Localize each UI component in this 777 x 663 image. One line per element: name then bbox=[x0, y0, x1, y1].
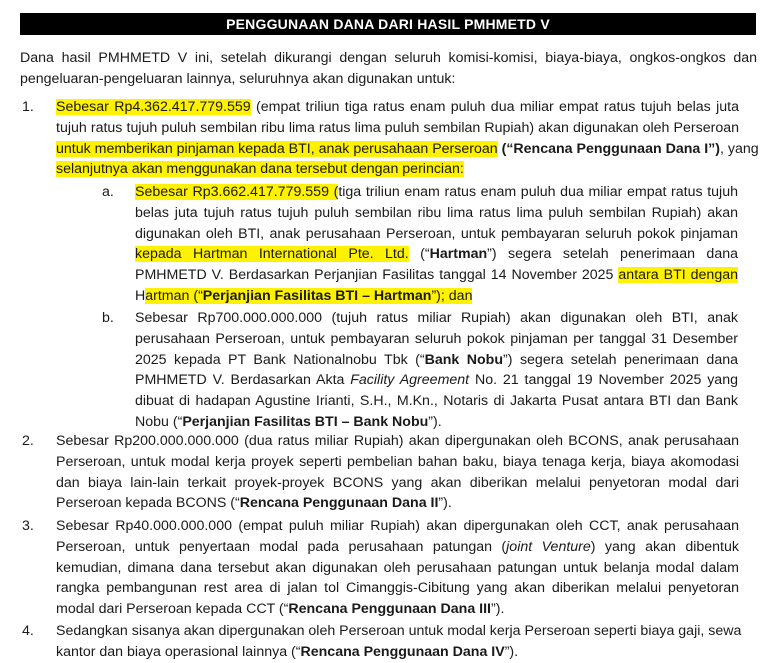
text: PMHMETD V. Berdasarkan Perjanjian Fasilitas tanggal 14 November 2025 bbox=[135, 267, 619, 284]
bold-term: (“Rencana Penggunaan Dana I”) bbox=[497, 140, 720, 157]
list-item-1 bbox=[56, 97, 759, 180]
bold-term: Perjanjian Fasilitas BTI – Bank Nobu bbox=[182, 413, 429, 430]
item-number: 4. bbox=[22, 623, 34, 639]
item-line bbox=[56, 493, 739, 514]
item-line: Sedangkan sisanya akan dipergunakan oleh Perseroan untuk modal kerja Perseroan seperti biaya gaji, sewa bbox=[56, 623, 742, 639]
text: modal dari Perseroan kepada CCT (“ bbox=[56, 601, 289, 618]
highlight: kepada Hartman International Pte. Ltd. bbox=[135, 246, 409, 263]
intro-line: Dana hasil PMHMETD V ini, setelah dikurangi dengan seluruh komisi-komisi, biaya-biaya, ongkos-ongkos dan bbox=[20, 50, 757, 66]
item-line bbox=[56, 97, 739, 118]
list-item-2 bbox=[56, 431, 739, 514]
subitem-line bbox=[135, 182, 738, 203]
subitem-line: dibuat di hadapan Agustine Irianti, S.H., M.Kn., Notaris di Jakarta Pusat antara BTI dan Bank bbox=[135, 393, 738, 410]
text: PMHMETD V. Berdasarkan Akta bbox=[135, 372, 351, 389]
text: tiga triliun enam ratus enam puluh dua miliar empat ratus tujuh bbox=[338, 184, 738, 200]
text: ”) segera setelah penerimaan dana bbox=[503, 351, 738, 368]
bold-term: Rencana Penggunaan Dana II bbox=[239, 495, 439, 512]
bold-term: Perjanjian Fasilitas BTI – Hartman bbox=[202, 287, 432, 304]
list-item-3 bbox=[56, 516, 739, 620]
text: ”). bbox=[504, 643, 519, 660]
italic-term: joint Venture bbox=[506, 538, 591, 555]
subitem-line bbox=[135, 350, 738, 371]
item-line: tujuh ratus tujuh puluh sembilan ribu lima ratus lima puluh sembilan Rupiah) akan digunakan oleh Perseroan bbox=[56, 119, 739, 136]
text: ”) segera setelah penerimaan dana bbox=[487, 246, 738, 263]
text: Perseroan, untuk penyertaan modal pada perusahaan patungan ( bbox=[56, 538, 507, 555]
subitem-line: perusahaan Perseroan, untuk pembayaran seluruh pokok pinjaman per tanggal 31 Desember bbox=[135, 330, 738, 347]
subitem-line bbox=[135, 265, 738, 286]
text: kantor dan biaya operasional lainnya (“ bbox=[56, 643, 301, 660]
item-line bbox=[56, 159, 739, 180]
subitem-line: Sebesar Rp700.000.000.000 (tujuh ratus miliar Rupiah) akan digunakan oleh BTI, anak bbox=[135, 310, 738, 326]
subitem-line: digunakan oleh BTI, anak perusahaan Perseroan, untuk pembayaran seluruh pokok pinjaman bbox=[135, 225, 738, 242]
bold-term: Rencana Penggunaan Dana III bbox=[288, 601, 491, 618]
bold-term: Hartman bbox=[429, 246, 488, 263]
subitem-line bbox=[135, 412, 738, 433]
item-number: 2. bbox=[22, 433, 34, 449]
highlight: Sebesar Rp3.662.417.779.559 ( bbox=[135, 184, 339, 200]
highlight bbox=[145, 288, 472, 304]
subitem-line bbox=[135, 244, 738, 265]
text: ) yang akan dibentuk bbox=[590, 538, 739, 555]
text: Perseroan kepada BCONS (“ bbox=[56, 495, 240, 512]
text: (empat triliun tiga ratus enam puluh dua miliar empat ratus tujuh belas juta bbox=[250, 99, 739, 115]
highlight: antara BTI dengan bbox=[618, 267, 738, 284]
subitem-letter: b. bbox=[102, 310, 114, 326]
text: ”). bbox=[428, 413, 442, 430]
bold-term: Bank Nobu bbox=[424, 351, 504, 368]
list-item-4 bbox=[56, 621, 742, 663]
item-line: Sebesar Rp40.000.000.000 (empat puluh miliar Rupiah) akan dipergunakan oleh CCT, anak perusahaan bbox=[56, 518, 739, 534]
sub-item-a bbox=[135, 182, 738, 307]
item-line: rangka pembangunan rest area di jalan tol Cimanggis-Cibitung yang akan diberikan melalui penyetoran bbox=[56, 580, 739, 597]
item-line bbox=[56, 642, 739, 663]
text: artman (“ bbox=[145, 287, 203, 304]
item-number: 1. bbox=[22, 99, 34, 115]
item-line: kemudian, dimana dana tersebut akan digunakan oleh perusahaan patungan untuk belanja modal dalam bbox=[56, 559, 739, 576]
subitem-line: belas juta tujuh ratus tujuh puluh sembilan ribu lima ratus lima puluh sembilan Rupiah) akan bbox=[135, 204, 738, 221]
text: , yang bbox=[719, 140, 759, 157]
intro-paragraph bbox=[20, 48, 757, 90]
item-line: dan biaya lain-lain terkait proyek-proyek BCONS yang akan diberikan melalui penyetoran modal dari bbox=[56, 474, 739, 491]
item-line bbox=[56, 537, 739, 558]
item-line bbox=[56, 139, 759, 160]
section-title: PENGGUNAAN DANA DARI HASIL PMHMETD V bbox=[20, 13, 756, 35]
text: ”). bbox=[438, 495, 452, 512]
sub-item-b bbox=[135, 308, 738, 433]
subitem-line bbox=[135, 286, 738, 307]
text: H bbox=[135, 287, 146, 304]
text: ”). bbox=[491, 601, 505, 618]
text: ”); dan bbox=[431, 287, 473, 304]
text: (“ bbox=[408, 246, 430, 263]
item-number: 3. bbox=[22, 518, 34, 534]
subitem-letter: a. bbox=[102, 184, 114, 200]
subitem-line bbox=[135, 370, 738, 391]
italic-term: Facility Agreement bbox=[350, 372, 470, 389]
highlight: untuk memberikan pinjaman kepada BTI, anak perusahaan Perseroan bbox=[56, 140, 498, 157]
text: 2025 kepada PT Bank Nationalnobu Tbk (“ bbox=[135, 351, 425, 368]
item-line bbox=[56, 599, 739, 620]
text: No. 21 tanggal 19 November 2025 yang bbox=[469, 372, 738, 389]
item-line: Sebesar Rp200.000.000.000 (dua ratus miliar Rupiah) akan dipergunakan oleh BCONS, anak perusahaan bbox=[56, 433, 739, 449]
text: Nobu (“ bbox=[135, 413, 183, 430]
highlight: selanjutnya akan menggunakan dana tersebut dengan perincian: bbox=[56, 161, 464, 178]
bold-term: Rencana Penggunaan Dana IV bbox=[300, 643, 505, 660]
intro-line: pengeluaran-pengeluaran lainnya, seluruhnya akan digunakan untuk: bbox=[20, 70, 456, 87]
highlight: Sebesar Rp4.362.417.779.559 bbox=[56, 99, 251, 115]
item-line: Perseroan, untuk modal kerja proyek seperti pembelian bahan baku, biaya tenaga kerja, biaya akomodasi bbox=[56, 453, 739, 470]
